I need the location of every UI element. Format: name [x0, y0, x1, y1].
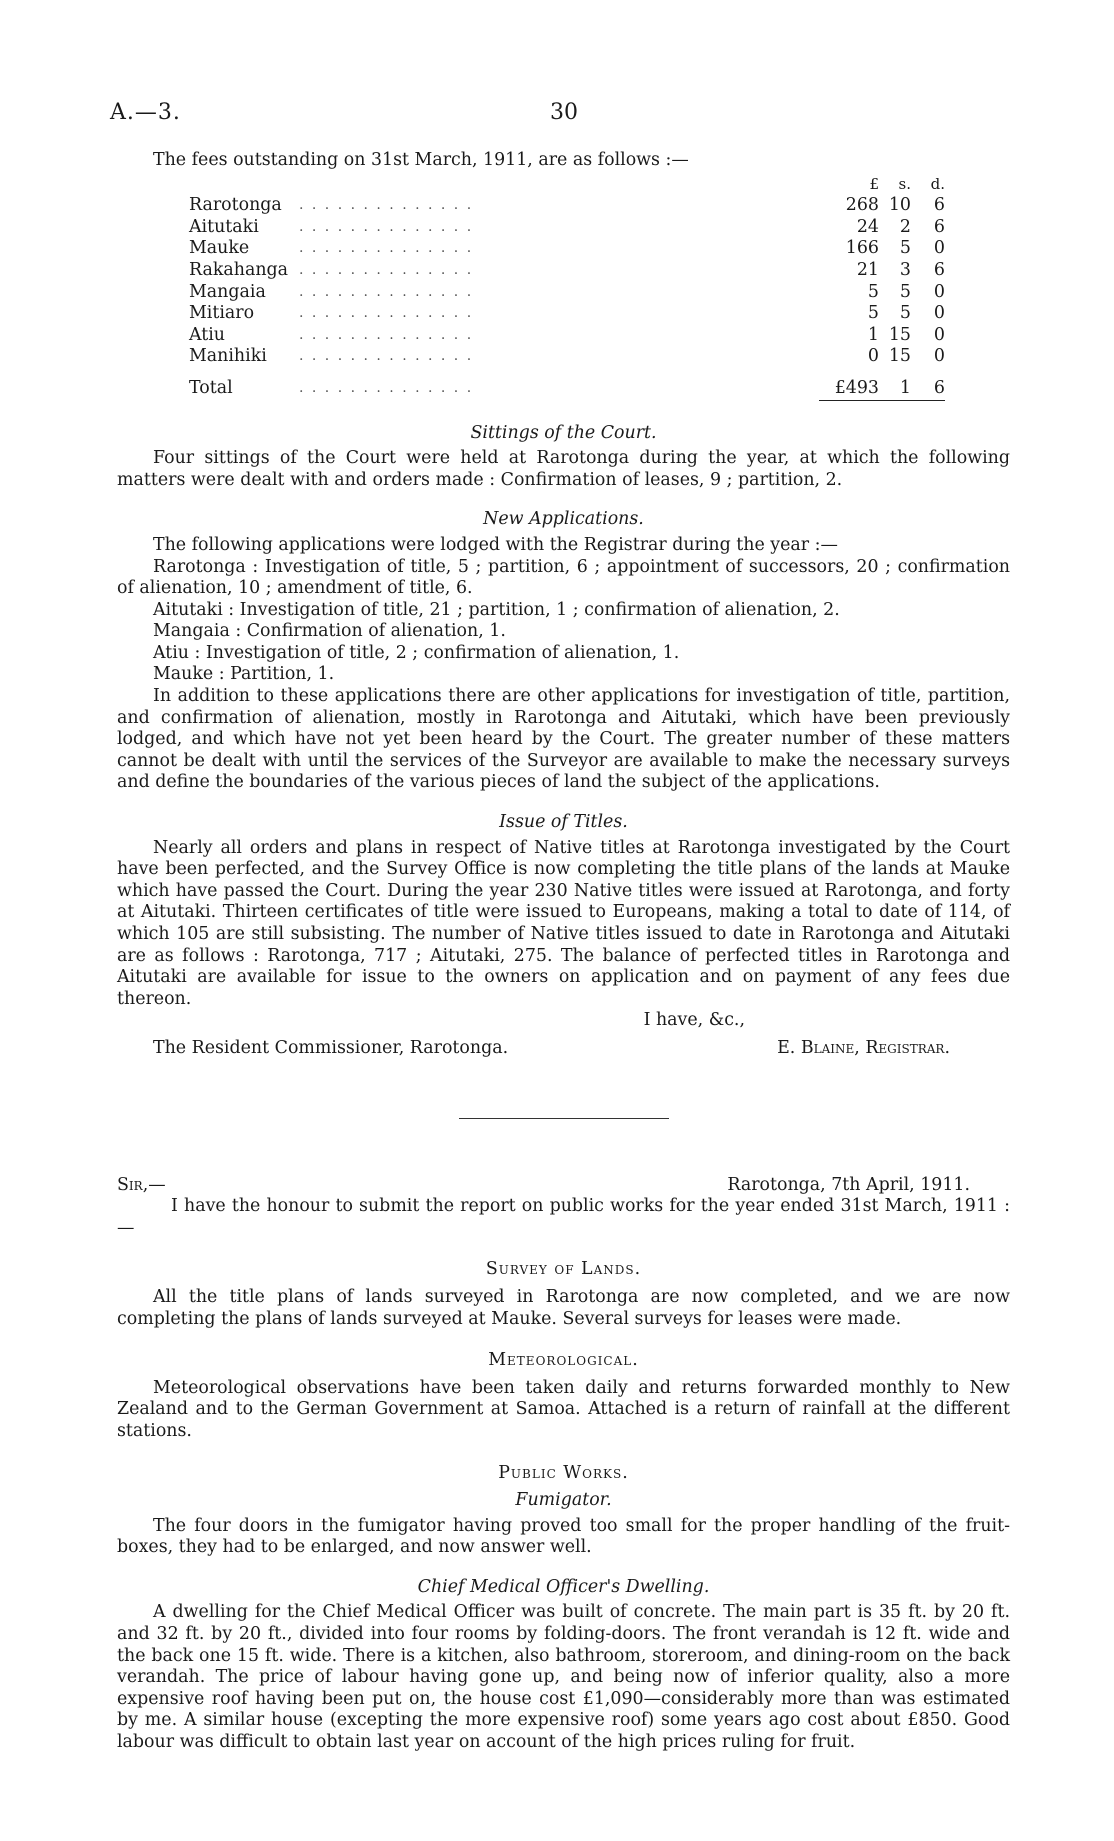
place-date: Rarotonga, 7th April, 1911.	[727, 1174, 970, 1195]
applications-line: Atiu : Investigation of title, 2 ; confirmation of alienation, 1.	[153, 642, 680, 663]
meteorological-heading: Meteorological.	[488, 1350, 639, 1371]
header-pounds: £	[869, 174, 879, 193]
survey-text: All the title plans of lands surveyed in Rarotonga are now completed, and we are now completing the plans of lands surveyed at Mauke. Several surveys for leases were made.	[117, 1286, 1010, 1329]
fees-row	[189, 346, 945, 368]
section-divider	[459, 1118, 669, 1119]
leader-dots: . . . . . . . . . . . . . .	[299, 305, 474, 322]
closing-line: I have, &c.,	[643, 1010, 745, 1031]
fees-row	[189, 303, 945, 325]
sittings-text: Four sittings of the Court were held at Rarotonga during the year, at which the following matters were dealt with and orders made : Confirmation of leases, 9 ; partition, 2.	[117, 448, 1010, 490]
fees-place: Manihiki	[189, 346, 267, 367]
header-pence: d.	[930, 174, 945, 193]
fees-pounds: 1	[867, 324, 879, 345]
fees-row	[189, 217, 945, 239]
fees-table	[189, 174, 945, 405]
fees-pounds: 5	[867, 281, 879, 302]
fees-shillings: 3	[899, 259, 911, 280]
page-header	[110, 100, 1010, 136]
fees-shillings: 15	[888, 346, 911, 367]
applications-heading: New Applications.	[483, 509, 644, 530]
fees-pence: 0	[933, 281, 945, 302]
fees-pounds: 268	[845, 195, 879, 216]
sittings-heading: Sittings of the Court.	[470, 422, 657, 443]
fees-place: Mauke	[189, 238, 250, 259]
fees-pence: 0	[933, 346, 945, 367]
fees-pounds: 0	[867, 346, 879, 367]
leader-dots: . . . . . . . . . . . . . .	[299, 348, 474, 365]
fees-total-pounds: £493	[834, 377, 879, 398]
fees-row	[189, 195, 945, 217]
fees-shillings: 15	[888, 324, 911, 345]
fees-row	[189, 282, 945, 304]
applications-paragraph: In addition to these applications there are other applications for investigation of title, partition, and confirmation of alienation, mostly in Rarotonga and Aitutaki, which have been previously lodged, and which have not yet been heard by the Court. The greater number of these matters cannot be dealt with until the services of the Surveyor are available to make the necessary surveys and define the boundaries of the various pieces of land the subject of the applications.	[117, 686, 1010, 793]
applications-line: The following applications were lodged with the Registrar during the year :—	[153, 534, 838, 555]
fees-currency-header	[189, 174, 945, 196]
fees-total-shillings: 1	[899, 377, 911, 398]
fumigator-heading: Fumigator.	[515, 1490, 612, 1511]
fees-pence: 0	[933, 238, 945, 259]
fees-pounds: 5	[867, 303, 879, 324]
leader-dots: . . . . . . . . . . . . . .	[299, 218, 474, 235]
leader-dots: . . . . . . . . . . . . . .	[299, 261, 474, 278]
titles-text: Nearly all orders and plans in respect of Native titles at Rarotonga investigated by the Court have been perfected, and the Survey Office is now completing the title plans of the lands at Mauke which have passed the Court. During the year 230 Native titles were issued at Rarotonga, and forty at Aitutaki. Thirteen certificates of title were issued to Europeans, making a total to date of 114, of which 105 are still subsisting. The number of Native titles issued to date in Rarotonga and Aitutaki are as follows : Rarotonga, 717 ; Aitutaki, 275. The balance of perfected titles in Rarotonga and Aitutaki are available for issue to the owners on application and on payment of any fees due thereon.	[117, 837, 1010, 1009]
fees-place: Atiu	[189, 324, 226, 345]
leader-dots: . . . . . . . . . . . . . .	[299, 380, 474, 397]
applications-line: Rarotonga : Investigation of title, 5 ; partition, 6 ; appointment of successors, 20 ; confirmation of alienation, 10 ; amendment of title, 6.	[117, 556, 1010, 599]
fees-shillings: 5	[899, 303, 911, 324]
fees-shillings: 2	[899, 216, 911, 237]
fees-shillings: 5	[899, 281, 911, 302]
fees-place: Rakahanga	[189, 259, 289, 280]
fees-place: Mitiaro	[189, 303, 255, 324]
fees-intro: The fees outstanding on 31st March, 1911, are as follows :—	[153, 150, 689, 170]
leader-dots: . . . . . . . . . . . . . .	[299, 197, 474, 214]
fees-total-pence: 6	[933, 377, 945, 398]
fees-pence: 0	[933, 324, 945, 345]
document-body	[117, 150, 1010, 1754]
letter-opening: I have the honour to submit the report on public works for the year ended 31st March, 1911 :—	[117, 1196, 1010, 1238]
total-underline	[189, 400, 945, 405]
addressee: The Resident Commissioner, Rarotonga.	[153, 1037, 509, 1058]
fees-place: Rarotonga	[189, 195, 282, 216]
fees-place: Mangaia	[189, 281, 266, 302]
fees-pounds: 24	[856, 216, 879, 237]
dwelling-text: A dwelling for the Chief Medical Officer was built of concrete. The main part is 35 ft. by 20 ft. and 32 ft. by 20 ft., divided into four rooms by folding-doors. The front verandah is 12 ft. wide and the back one 15 ft. wide. There is a kitchen, also bathroom, storeroom, and dining-room on the back verandah. The price of labour having gone up, and being now of inferior quality, also a more expensive roof having been put on, the house cost £1,090—considerably more than was estimated by me. A similar house (excepting the more expensive roof) some years ago cost about £850. Good labour was difficult to obtain last year on account of the high prices ruling for fruit.	[117, 1602, 1010, 1753]
fees-shillings: 10	[888, 195, 911, 216]
fees-shillings: 5	[899, 238, 911, 259]
leader-dots: . . . . . . . . . . . . . .	[299, 240, 474, 257]
fees-row	[189, 260, 945, 282]
page-reference: A.—3.	[110, 100, 181, 125]
applications-line: Mangaia : Confirmation of alienation, 1.	[153, 621, 506, 642]
leader-dots: . . . . . . . . . . . . . .	[299, 326, 474, 343]
survey-heading: Survey of Lands.	[485, 1259, 642, 1280]
fees-total-row	[189, 378, 945, 400]
fees-row	[189, 238, 945, 260]
fees-pence: 0	[933, 303, 945, 324]
fees-pounds: 166	[845, 238, 879, 259]
titles-heading: Issue of Titles.	[499, 812, 628, 833]
fees-pence: 6	[933, 259, 945, 280]
fees-row	[189, 325, 945, 347]
fumigator-text: The four doors in the fumigator having proved too small for the proper handling of the fruit-boxes, they had to be enlarged, and now answer well.	[117, 1515, 1010, 1558]
salutation: Sir,—	[117, 1174, 166, 1195]
header-shillings: s.	[898, 174, 911, 193]
applications-line: Mauke : Partition, 1.	[153, 664, 335, 685]
fees-total-label: Total	[189, 378, 233, 399]
page-number: 30	[550, 100, 578, 125]
signature: E. Blaine, Registrar.	[777, 1037, 950, 1058]
fees-place: Aitutaki	[189, 216, 259, 237]
fees-pounds: 21	[856, 259, 879, 280]
fees-pence: 6	[933, 195, 945, 216]
dwelling-heading: Chief Medical Officer's Dwelling.	[417, 1576, 710, 1597]
signoff-row	[117, 1038, 1010, 1060]
meteorological-text: Meteorological observations have been taken daily and returns forwarded monthly to New Zealand and to the German Government at Samoa. Attached is a return of rainfall at the different stations.	[117, 1377, 1010, 1441]
public-works-heading: Public Works.	[498, 1462, 629, 1483]
leader-dots: . . . . . . . . . . . . . .	[299, 283, 474, 300]
applications-line: Aitutaki : Investigation of title, 21 ; partition, 1 ; confirmation of alienation, 2.	[153, 599, 840, 620]
letter-header	[117, 1175, 1010, 1197]
fees-pence: 6	[933, 216, 945, 237]
